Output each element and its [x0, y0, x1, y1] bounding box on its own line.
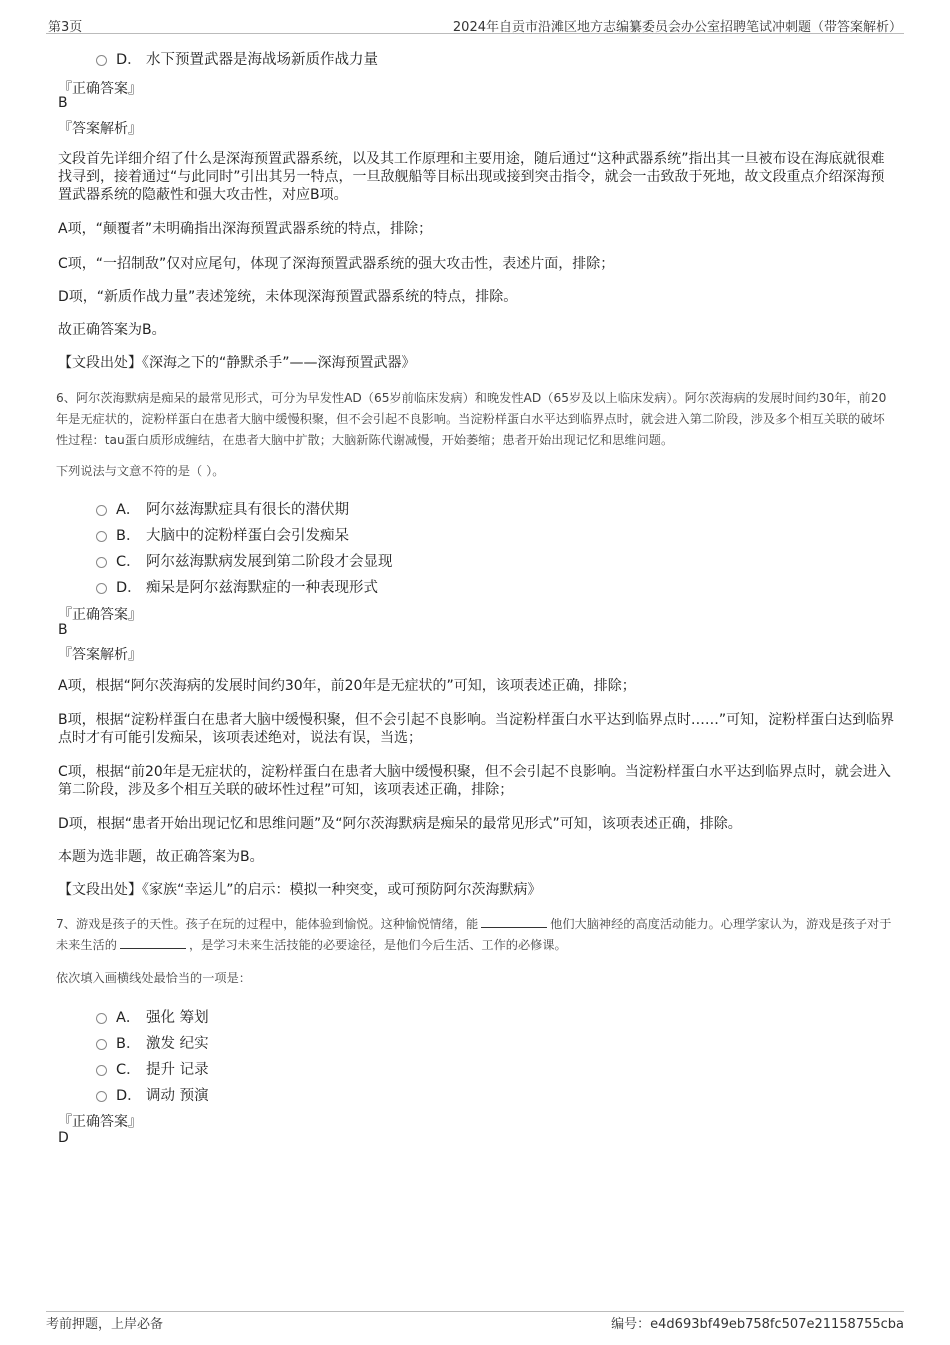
q7-answer-label: 『正确答案』 [58, 1114, 142, 1130]
header-divider [46, 33, 904, 34]
radio-icon[interactable] [96, 531, 107, 542]
option-letter: D． [116, 1088, 142, 1104]
option-text: 激发 纪实 [146, 1036, 209, 1052]
option-text: 大脑中的淀粉样蛋白会引发痴呆 [146, 528, 349, 544]
document-id: 编号：e4d693bf49eb758fc507e21158755cba [611, 1317, 904, 1332]
option-text: 调动 预演 [146, 1088, 209, 1104]
radio-icon[interactable] [96, 1065, 107, 1076]
radio-icon[interactable] [96, 55, 107, 66]
option-text: 水下预置武器是海战场新质作战力量 [146, 52, 378, 68]
footer-slogan: 考前押题，上岸必备 [46, 1317, 164, 1332]
q6-source: 【文段出处】《家族“幸运儿”的启示：模拟一种突变，或可预防阿尔茨海默病》 [58, 882, 542, 898]
q6-stem: 6、阿尔茨海默病是痴呆的最常见形式，可分为早发性AD（65岁前临床发病）和晚发性AD（65岁及以上临床发病）。阿尔茨海病的发展时间约30年，前20年是无症状的，淀粉样蛋白在患者大脑中缓慢积聚，但不会引起不良影响。当淀粉样蛋白水平达到临界点时，就会进入第二阶段，涉及多个相互关联的破坏性过程：tau蛋白质形成缠结，在患者大脑中扩散；大脑新陈代谢减慢，开始萎缩；患者开始出现记忆和思维问题。 [56, 391, 887, 447]
fill-blank [120, 936, 186, 949]
radio-icon[interactable] [96, 1091, 107, 1102]
q5-analysis-para: C项，“一招制敌”仅对应尾句，体现了深海预置武器系统的强大攻击性，表述片面，排除； [58, 256, 615, 272]
q6-option-c[interactable] [96, 550, 393, 571]
option-letter: B． [116, 528, 141, 544]
q6-analysis-label: 『答案解析』 [58, 647, 142, 663]
option-text: 阿尔兹海默病发展到第二阶段才会显现 [146, 554, 393, 570]
q5-analysis-para: 故正确答案为B。 [58, 322, 166, 338]
q7-answer: D [58, 1130, 69, 1146]
q6-analysis-para: D项，根据“患者开始出现记忆和思维问题”及“阿尔茨海默病是痴呆的最常见形式”可知，该项表述正确，排除。 [58, 816, 742, 832]
q7-option-c[interactable] [96, 1058, 209, 1079]
radio-icon[interactable] [96, 583, 107, 594]
q5-analysis-para: 文段首先详细介绍了什么是深海预置武器系统，以及其工作原理和主要用途，随后通过“这种武器系统”指出其一旦被布设在海底就很难找寻到，接着通过“与此同时”引出其另一特点，一旦敌舰船等目标出现或接到突击指令，就会一击致敌于死地，故文段重点介绍深海预置武器系统的隐蔽性和强大攻击性，对应B项。 [58, 151, 885, 203]
q7-option-b[interactable] [96, 1032, 209, 1053]
q7-stem [56, 914, 896, 956]
q7-stem-part: 7、游戏是孩子的天性。孩子在玩的过程中，能体验到愉悦。这种愉悦情绪，能 [56, 917, 479, 931]
q6-answer-label: 『正确答案』 [58, 607, 142, 623]
option-letter: A． [116, 1010, 141, 1026]
q6-option-d[interactable] [96, 576, 378, 597]
q6-question: 下列说法与文意不符的是（ ）。 [56, 464, 225, 478]
q6-answer: B [58, 622, 68, 638]
q5-analysis-para: D项，“新质作战力量”表述笼统，未体现深海预置武器系统的特点，排除。 [58, 289, 518, 305]
q5-answer: B [58, 95, 68, 111]
q7-option-a[interactable] [96, 1006, 209, 1027]
option-letter: D． [116, 52, 142, 68]
option-letter: C． [116, 554, 141, 570]
option-text: 提升 记录 [146, 1062, 209, 1078]
q5-source: 【文段出处】《深海之下的“静默杀手”——深海预置武器》 [58, 355, 416, 371]
option-letter: C． [116, 1062, 141, 1078]
option-text: 强化 筹划 [146, 1010, 209, 1026]
q5-answer-label: 『正确答案』 [58, 81, 142, 97]
document-title: 2024年自贡市沿滩区地方志编纂委员会办公室招聘笔试冲刺题（带答案解析） [452, 20, 902, 35]
radio-icon[interactable] [96, 1039, 107, 1050]
radio-icon[interactable] [96, 505, 107, 516]
q7-stem-part: 他们大脑神经的高度活动能力。心理学家认为，游戏是孩子对于未来生活的 [56, 917, 892, 952]
footer-divider [46, 1311, 904, 1312]
option-letter: A． [116, 502, 141, 518]
q6-analysis-para: A项，根据“阿尔茨海病的发展时间约30年，前20年是无症状的”可知，该项表述正确，排除； [58, 678, 636, 694]
option-text: 痴呆是阿尔兹海默症的一种表现形式 [146, 580, 378, 596]
q6-analysis-para: C项，根据“前20年是无症状的，淀粉样蛋白在患者大脑中缓慢积聚，但不会引起不良影响。当淀粉样蛋白水平达到临界点时，就会进入第二阶段，涉及多个相互关联的破坏性过程”可知，该项表述正确，排除； [58, 764, 891, 798]
option-letter: D． [116, 580, 142, 596]
q6-analysis-para: 本题为选非题，故正确答案为B。 [58, 849, 264, 865]
q7-question: 依次填入画横线处最恰当的一项是： [56, 971, 251, 985]
q5-analysis-label: 『答案解析』 [58, 121, 142, 137]
q7-stem-part: ，是学习未来生活技能的必要途径，是他们今后生活、工作的必修课。 [188, 938, 567, 952]
q5-option-d[interactable] [96, 48, 378, 69]
option-letter: B． [116, 1036, 141, 1052]
q7-option-d[interactable] [96, 1084, 209, 1105]
option-text: 阿尔兹海默症具有很长的潜伏期 [146, 502, 349, 518]
radio-icon[interactable] [96, 1013, 107, 1024]
radio-icon[interactable] [96, 557, 107, 568]
q6-analysis-para: B项，根据“淀粉样蛋白在患者大脑中缓慢积聚，但不会引起不良影响。当淀粉样蛋白水平达到临界点时……”可知，淀粉样蛋白达到临界点时才有可能引发痴呆，该项表述绝对，说法有误，当选； [58, 712, 895, 746]
q5-analysis-para: A项，“颠覆者”未明确指出深海预置武器系统的特点，排除； [58, 221, 433, 237]
page-number: 第3页 [48, 20, 83, 35]
fill-blank [481, 915, 547, 928]
q6-option-a[interactable] [96, 498, 349, 519]
q6-option-b[interactable] [96, 524, 349, 545]
